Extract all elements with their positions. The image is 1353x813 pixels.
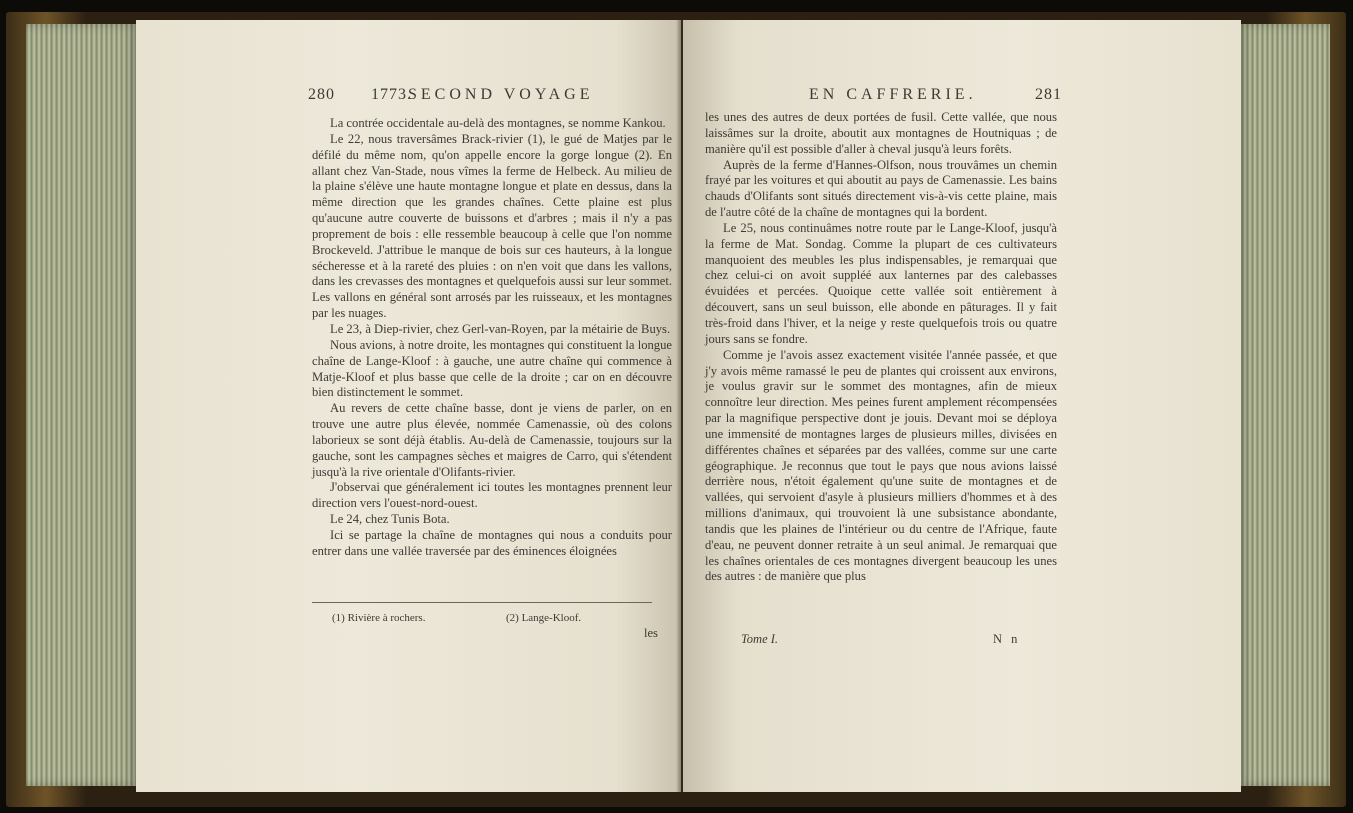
left-page-number: 280 [308, 86, 335, 103]
paragraph: J'observai que généralement ici toutes les montagnes prennent leur direction vers l'ouest-nord-ouest. [312, 480, 672, 511]
paragraph: Ici se partage la chaîne de montagnes qui nous a conduits pour entrer dans une vallée traversée par des éminences éloignées [312, 527, 672, 558]
footnote-2: (2) Lange-Kloof. [506, 612, 582, 624]
paragraph: Nous avions, à notre droite, les montagnes qui constituent la longue chaîne de Lange-Kloof : à gauche, une autre chaîne qui commence à Matje-Kloof et plus basse que celle de la droite ; car on en découvre bien distinctement le sommet. [312, 337, 672, 400]
left-page-edges [26, 24, 138, 786]
paragraph: Le 25, nous continuâmes notre route par le Lange-Kloof, jusqu'à la ferme de Mat. Sondag. Comme la plupart de ces cultivateurs manquoient des meubles les plus indispensables, je remarquai que chez celui-ci on avoit suppléé aux lanternes par des calebasses évuidées et percées. Quoique cette vallée soit entièrement à découvert, sans un seul buisson, elle abonde en pâturages. Il y fait très-froid dans l'hiver, et la neige y reste quelquefois trois ou quatre jours sans se fondre. [705, 220, 1057, 346]
right-running-title: EN CAFFRERIE. [809, 86, 977, 103]
right-page-edges [1238, 24, 1330, 786]
right-page-number: 281 [1035, 86, 1062, 103]
left-running-head [136, 86, 681, 110]
paragraph: Le 22, nous traversâmes Brack-rivier (1), le gué de Matjes par le défilé du même nom, qu'on appelle encore la gorge longue (2). En allant chez Van-Stade, nous vîmes la ferme de Helbeck. Au milieu de la plaine s'élève une haute montagne longue et plate en dessus, dans la même direction que les grandes chaînes. Cette plaine est plus qu'aucune autre couverte de buissons et d'arbres ; mais il n'y a pas proprement de bois : elle ressemble beaucoup à celle que l'on nomme Brockeveld. J'attribue le manque de bois sur ces hauteurs, à la longue sécheresse et à la rareté des pluies : on n'en voit que dans les vallons, dans les crevasses des montagnes et quelquefois aussi sur leur sommet. Les vallons en général sont arrosés par les ruisseaux, et les montagnes par les nuages. [312, 131, 672, 321]
paragraph: Le 23, à Diep-rivier, chez Gerl-van-Royen, par la métairie de Buys. [330, 321, 671, 336]
footnote-rule [312, 602, 652, 603]
left-body-text [312, 116, 672, 560]
right-body-text [705, 110, 1057, 585]
left-year: 1773. [371, 86, 412, 103]
left-page [136, 20, 681, 792]
right-running-head [683, 86, 1241, 110]
paragraph: La contrée occidentale au-delà des montagnes, se nomme Kankou. [330, 116, 666, 130]
paragraph: Auprès de la ferme d'Hannes-Olfson, nous trouvâmes un chemin frayé par les voitures et qui aboutit au pays de Camenassie. Les bains chauds d'Olifants sont situés directement vis-à-vis cette plaine, mais de l'autre côté de la chaîne de montagnes qui la bordent. [705, 157, 1057, 220]
paragraph: Au revers de cette chaîne basse, dont je viens de parler, on en trouve une autre plus élevée, nommée Camenassie, où des colons laborieux se sont déjà établis. Au-delà de Camenassie, toujours sur la gauche, sont les campagnes sèches et maigres de Carro, qui s'étendent jusqu'à la rive orientale d'Olifants-rivier. [312, 401, 672, 479]
signature-mark: N n [993, 632, 1021, 646]
signature-volume: Tome I. [741, 632, 779, 646]
right-page [683, 20, 1241, 792]
paragraph: les unes des autres de deux portées de fusil. Cette vallée, que nous laissâmes sur la droite, aboutit aux montagnes de Houtniquas ; de manière qu'il est possible d'aller à cheval jusqu'à leurs forêts. [705, 110, 1057, 156]
left-running-title: SECOND VOYAGE [408, 86, 594, 103]
paragraph: Le 24, chez Tunis Bota. [330, 512, 450, 527]
footnote-1: (1) Rivière à rochers. [332, 612, 426, 624]
paragraph: Comme je l'avois assez exactement visitée l'année passée, et que j'y avois même ramassé le peu de plantes qui croissent aux environs, je voulus gravir sur le sommet des montagnes, afin de mieux connoître leur direction. Mes peines furent amplement récompensées par la magnifique perspective dont je jouis. Devant moi se déploya une immensité de montagnes larges de plusieurs milles, divisées en différentes chaînes et séparées par des vallées, comme sur une carte géographique. Je reconnus que tout le pays que nous avions laissé derrière nous, n'étoit également qu'une suite de montagnes et de vallées, qui servoient d'asyle à plusieurs milliers d'hommes et à des millions d'animaux, qui trouvoient là une subsistance abondante, tandis que les plaines de l'intérieur ou du centre de l'Afrique, faute d'eau, ne peuvent donner retraite à un seul animal. Je remarquai que les chaînes orientales de ces montagnes divergent beaucoup les unes des autres : de manière que plus [705, 347, 1057, 584]
catchword: les [644, 626, 658, 640]
